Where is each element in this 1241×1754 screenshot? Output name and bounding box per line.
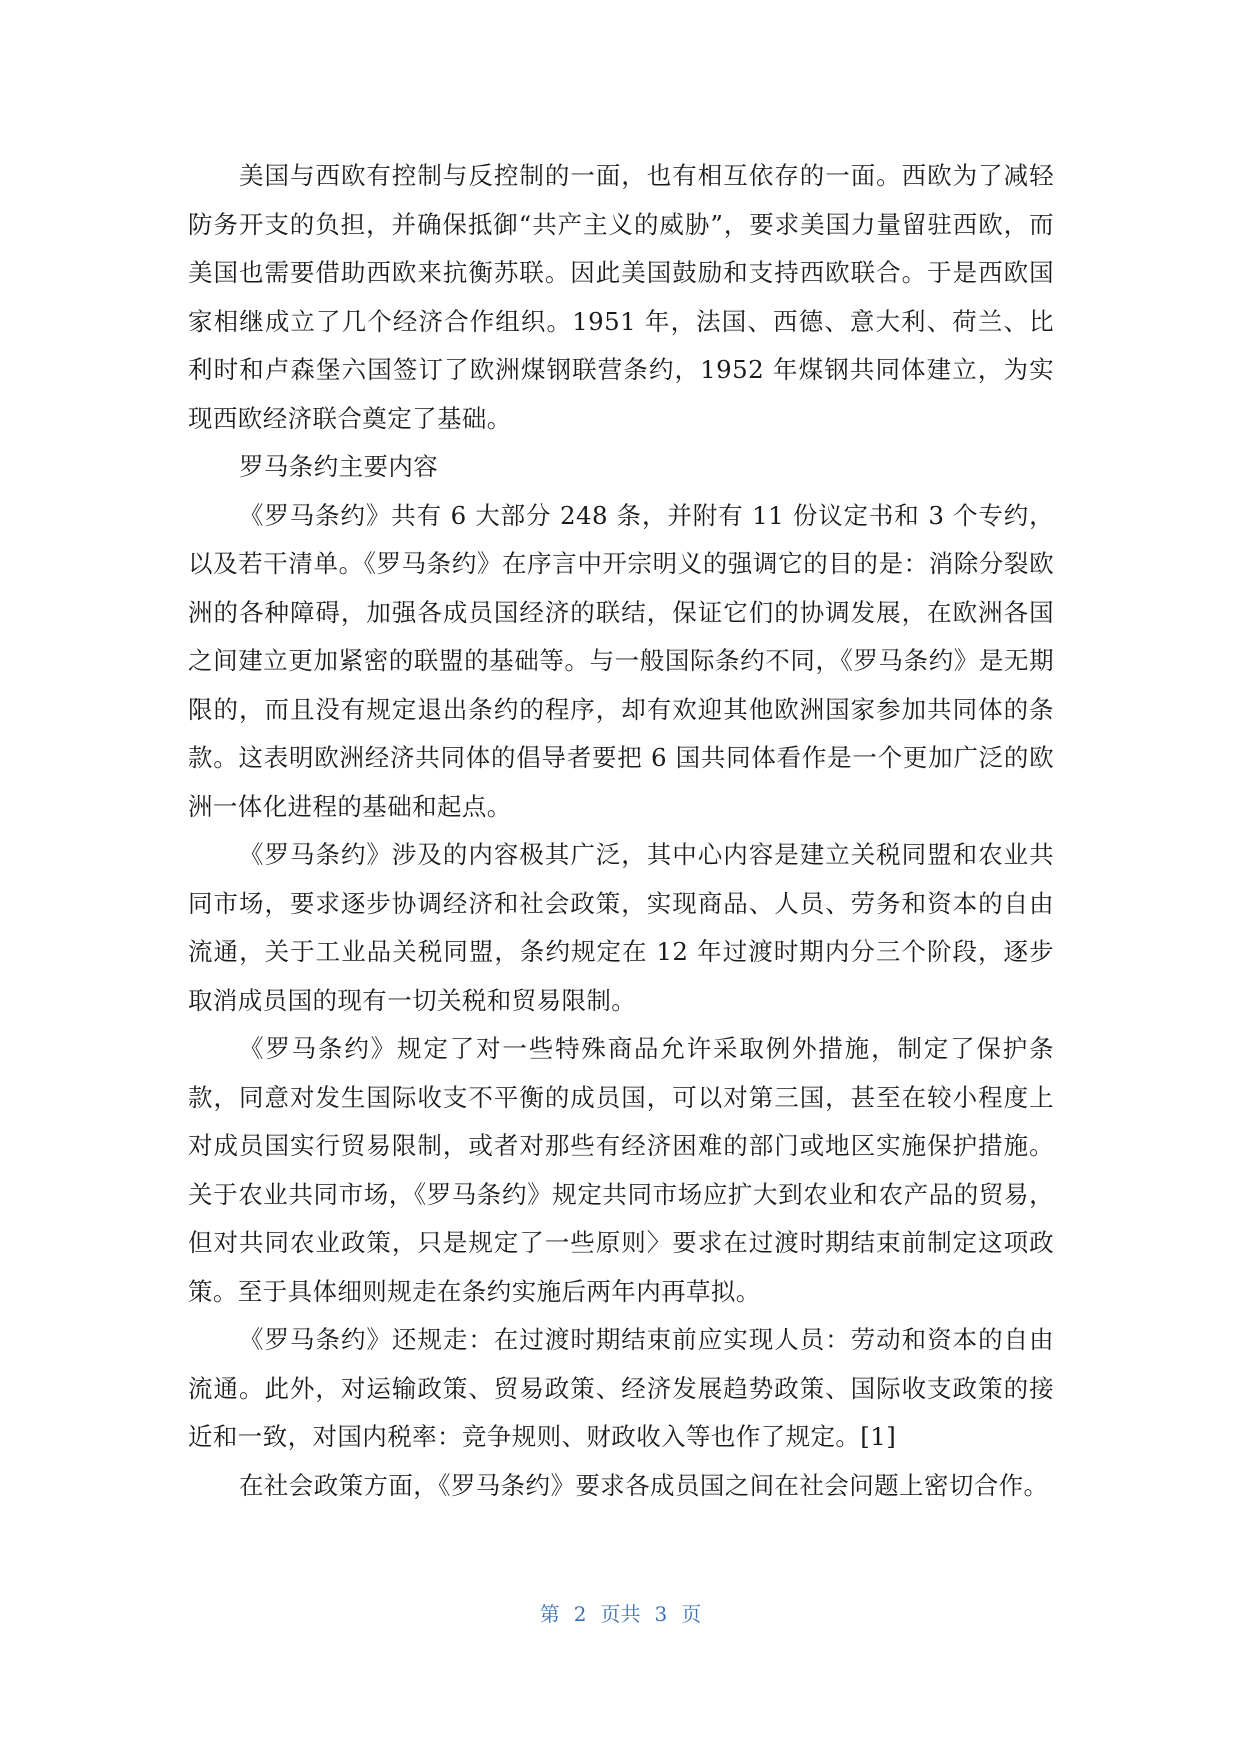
footer-suffix: 页 (681, 1602, 702, 1626)
paragraph-6: 在社会政策方面，《罗马条约》要求各成员国之间在社会问题上密切合作。 (239, 1470, 1049, 1500)
document-body (188, 152, 1054, 1510)
section-heading: 罗马条约主要内容 (239, 452, 439, 481)
footer-current-page: 2 (573, 1602, 587, 1626)
paragraph-5: 《罗马条约》还规走：在过渡时期结束前应实现人员：劳动和资本的自由流通。此外，对运输政策、贸易政策、经济发展趋势政策、国际收支政策的接近和一致，对国内税率：竞争规则、财政收入等也作了规定。[1] (188, 1325, 1054, 1451)
footer-prefix: 第 (539, 1602, 560, 1626)
paragraph-3: 《罗马条约》涉及的内容极其广泛，其中心内容是建立关税同盟和农业共同市场，要求逐步协调经济和社会政策，实现商品、人员、劳务和资本的自由流通，关于工业品关税同盟，条约规定在 12 年过渡时期内分三个阶段，逐步取消成员国的现有一切关税和贸易限制。 (188, 840, 1054, 1015)
paragraph-4: 《罗马条约》规定了对一些特殊商品允许采取例外措施，制定了保护条款，同意对发生国际收支不平衡的成员国，可以对第三国，甚至在较小程度上对成员国实行贸易限制，或者对那些有经济困难的部门或地区实施保护措施。关于农业共同市场，《罗马条约》规定共同市场应扩大到农业和农产品的贸易，但对共同农业政策，只是规定了一些原则〉要求在过渡时期结束前制定这项政策。至于具体细则规走在条约实施后两年内再草拟。 (188, 1034, 1054, 1306)
paragraph-2: 《罗马条约》共有 6 大部分 248 条，并附有 11 份议定书和 3 个专约，以及若干清单。《罗马条约》在序言中开宗明义的强调它的目的是：消除分裂欧洲的各种障碍，加强各成员国经济的联结，保证它们的协调发展，在欧洲各国之间建立更加紧密的联盟的基础等。与一般国际条约不同，《罗马条约》是无期限的，而且没有规定退出条约的程序，却有欢迎其他欧洲国家参加共同体的条款。这表明欧洲经济共同体的倡导者要把 6 国共同体看作是一个更加广泛的欧洲一体化进程的基础和起点。 (188, 500, 1054, 821)
footer-total-pages: 3 (654, 1602, 668, 1626)
footer-mid: 页共 (600, 1602, 641, 1626)
paragraph-1: 美国与西欧有控制与反控制的一面，也有相互依存的一面。西欧为了减轻防务开支的负担，并确保抵御“共产主义的威胁”，要求美国力量留驻西欧，而美国也需要借助西欧来抗衡苏联。因此美国鼓励和支持西欧联合。于是西欧国家相继成立了几个经济合作组织。1951 年，法国、西德、意大利、荷兰、比利时和卢森堡六国签订了欧洲煤钢联营条约，1952 年煤钢共同体建立，为实现西欧经济联合奠定了基础。 (188, 161, 1054, 433)
page-number-footer (0, 1598, 1241, 1627)
